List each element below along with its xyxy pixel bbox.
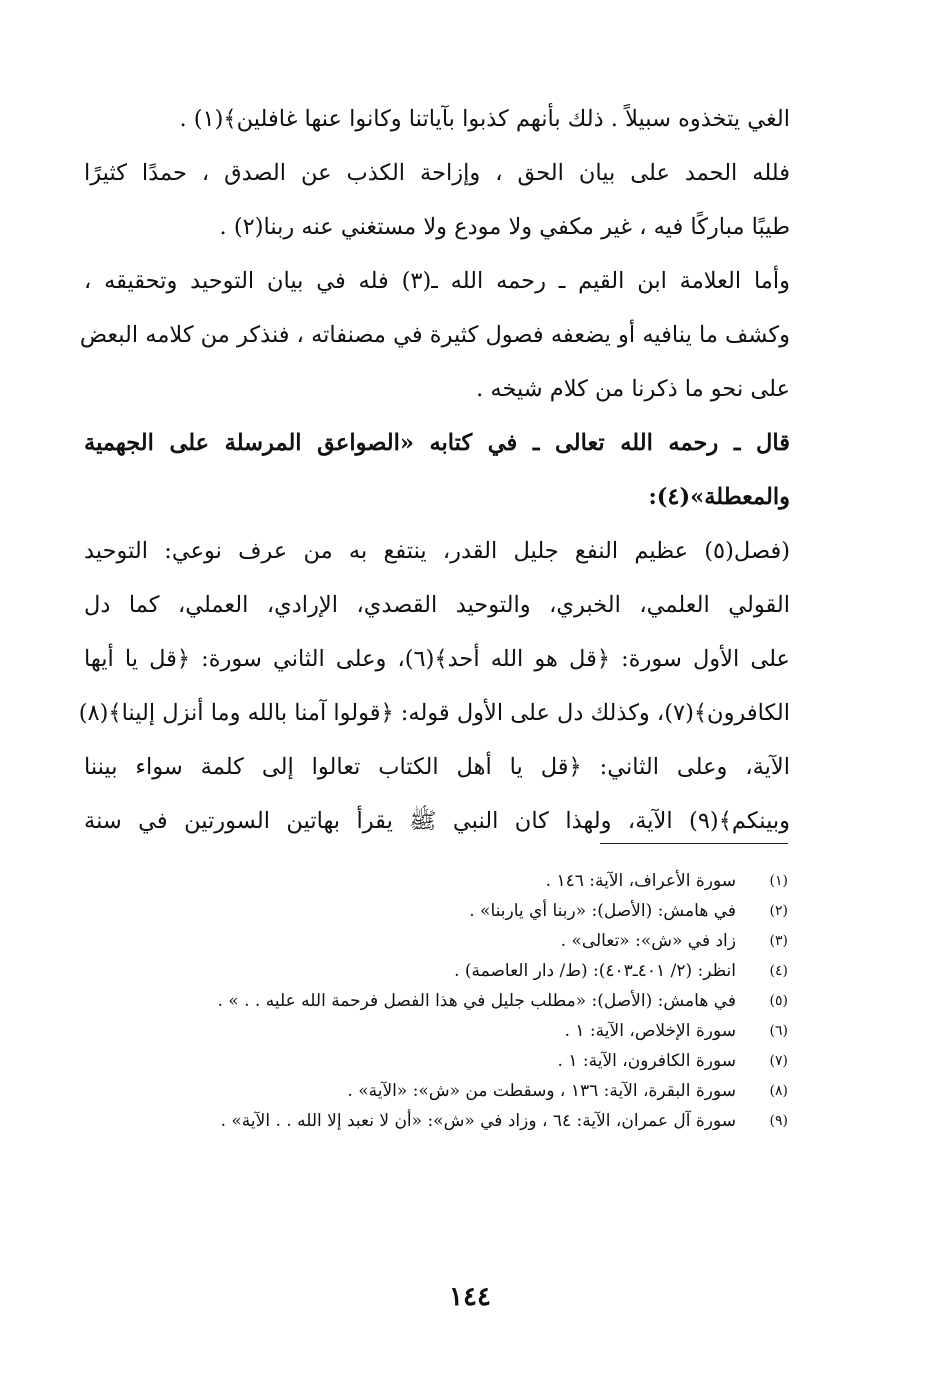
text-line: وبينكم﴾(٩) الآية، ولهذا كان النبي ﷺ يقرأ بهاتين السورتين في سنة bbox=[84, 808, 790, 834]
footnote bbox=[100, 1076, 788, 1106]
footnote-number: (١) bbox=[769, 873, 788, 889]
footnote bbox=[100, 1046, 788, 1076]
page-number: ١٤٤ bbox=[449, 1282, 491, 1312]
footnote bbox=[100, 926, 788, 956]
footnote-number: (٣) bbox=[769, 933, 788, 949]
footnote-number: (٧) bbox=[769, 1053, 788, 1069]
footnote-text: سورة الإخلاص، الآية: ١ . bbox=[564, 1021, 736, 1041]
footnote-text: في هامش: (الأصل): «ربنا أي ياربنا» . bbox=[469, 901, 736, 921]
footnote-number: (٨) bbox=[769, 1083, 788, 1099]
footnote bbox=[100, 1106, 788, 1136]
footnote-text: في هامش: (الأصل): «مطلب جليل في هذا الفصل فرحمة الله عليه . . » . bbox=[217, 991, 736, 1011]
text-line: على نحو ما ذكرنا من كلام شيخه . bbox=[476, 376, 790, 402]
footnote-text: سورة الكافرون، الآية: ١ . bbox=[557, 1051, 736, 1071]
text-line: الغي يتخذوه سبيلاً . ذلك بأنهم كذبوا بآياتنا وكانوا عنها غافلين﴾(١) . bbox=[179, 106, 790, 132]
text-line: (فصل(٥) عظيم النفع جليل القدر، ينتفع به من عرف نوعي: التوحيد bbox=[84, 538, 790, 564]
main-text bbox=[78, 92, 790, 848]
footnote bbox=[100, 956, 788, 986]
text-line: الآية، وعلى الثاني: ﴿قل يا أهل الكتاب تعالوا إلى كلمة سواء بيننا bbox=[84, 754, 790, 780]
footnote bbox=[100, 896, 788, 926]
text-line: على الأول سورة: ﴿قل هو الله أحد﴾(٦)، وعلى الثاني سورة: ﴿قل يا أيها bbox=[84, 646, 790, 672]
footnote bbox=[100, 866, 788, 896]
footnote-number: (٩) bbox=[769, 1113, 788, 1129]
footnotes bbox=[100, 866, 788, 1136]
footnote-text: زاد في «ش»: «تعالى» . bbox=[560, 931, 736, 951]
text-line: فلله الحمد على بيان الحق ، وإزاحة الكذب عن الصدق ، حمدًا كثيرًا bbox=[84, 160, 790, 186]
text-line: القولي العلمي، الخبري، والتوحيد القصدي، الإرادي، العملي، كما دل bbox=[84, 592, 790, 618]
footnote bbox=[100, 1016, 788, 1046]
footnote-divider bbox=[600, 843, 788, 844]
footnote-text: انظر: (٢/ ٤٠١ـ٤٠٣): (ط/ دار العاصمة) . bbox=[454, 961, 736, 981]
footnote-text: سورة البقرة، الآية: ١٣٦ ، وسقطت من «ش»: «الآية» . bbox=[347, 1081, 736, 1101]
text-line: قال ـ رحمه الله تعالى ـ في كتابه «الصواعق المرسلة على الجهمية bbox=[84, 430, 790, 456]
footnote-number: (٤) bbox=[769, 963, 788, 979]
text-line: طيبًا مباركًا فيه ، غير مكفي ولا مودع ولا مستغني عنه ربنا(٢) . bbox=[219, 214, 790, 240]
footnote bbox=[100, 986, 788, 1016]
footnote-text: سورة الأعراف، الآية: ١٤٦ . bbox=[545, 871, 736, 891]
footnote-number: (٦) bbox=[769, 1023, 788, 1039]
footnote-number: (٥) bbox=[769, 993, 788, 1009]
text-line: وأما العلامة ابن القيم ـ رحمه الله ـ(٣) فله في بيان التوحيد وتحقيقه ، bbox=[84, 268, 790, 294]
footnote-number: (٢) bbox=[769, 903, 788, 919]
footnote-text: سورة آل عمران، الآية: ٦٤ ، وزاد في «ش»: «أن لا نعبد إلا الله . . الآية» . bbox=[220, 1111, 736, 1131]
text-line: والمعطلة»(٤): bbox=[648, 484, 790, 510]
text-line: الكافرون﴾(٧)، وكذلك دل على الأول قوله: ﴿قولوا آمنا بالله وما أنزل إلينا﴾(٨) bbox=[78, 700, 790, 726]
text-line: وكشف ما ينافيه أو يضعفه فصول كثيرة في مصنفاته ، فنذكر من كلامه البعض bbox=[79, 322, 790, 348]
